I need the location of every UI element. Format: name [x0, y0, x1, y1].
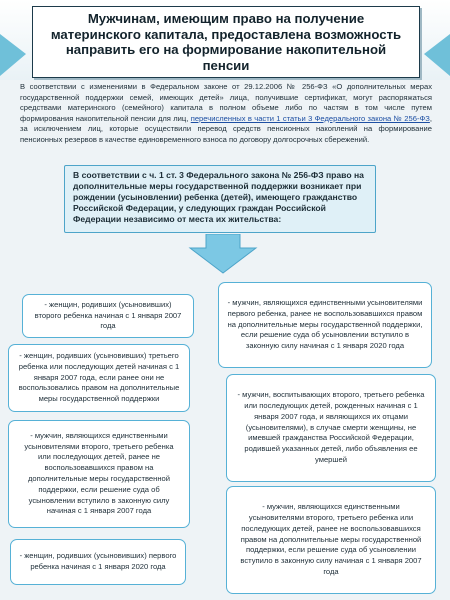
intro-paragraph	[20, 82, 432, 146]
title-box	[32, 6, 420, 78]
eligibility-card-men-fathers	[226, 374, 436, 482]
down-arrow-icon	[188, 234, 258, 274]
card-text: - женщин, родивших (усыновивших) второго ребенка начиная с 1 января 2007 года	[34, 299, 182, 331]
card-text: - мужчин, воспитывающих второго, третьего ребенка или последующих детей, рожденных начиная с 1 января 2007 года, и являющихся их отцами (усыновителями), в случае смерти женщины, не имевшей гражданства Российской Федерации, родившей указанных детей, либо объявления ее умершей	[237, 390, 425, 464]
card-text: - мужчин, являющихся единственными усыновителями первого ребенка, ранее не воспользовавшихся правом на дополнительные меры государственной поддержки, если решение суда об усыновлении вступило в законную силу начиная с 1 января 2020 года	[227, 298, 423, 351]
eligibility-card-women-first-child	[10, 539, 186, 585]
intro-text-end: , за исключением лиц, которые осуществили перевод средств пенсионных накоплений на формирование пенсионных резервов в качестве единовременного взноса по договору долгосрочных сбережений.	[20, 113, 432, 144]
eligibility-card-men-adopters-second-child-right	[226, 486, 436, 594]
central-statement-text: В соответствии с ч. 1 ст. 3 Федерального закона № 256-ФЗ право на дополнительные меры государственной поддержки возникает при рождении (усыновлении) ребенка (детей), имеющего гражданство Российской Федерации, у следующих граждан Российской Федерации независимо от места их жительства:	[73, 170, 364, 224]
intro-text-start: В соответствии с изменениями в Федеральном законе от 29.12.2006 № 256-ФЗ «О дополнительных мерах государственной поддержки семей, имеющих детей» лица, получившие сертификат, могут распоряжаться средствами материнского (семейного) капитала в полном объеме либо по частям в том числе путем формирования накопительной пенсии для лиц,	[20, 82, 432, 123]
page-title: Мужчинам, имеющим право на получение материнского капитала, предоставлена возможность направить его на формирование накопительной пенсии	[50, 11, 402, 73]
card-text: - мужчин, являющихся единственными усыновителями второго, третьего ребенка или последующих детей, ранее не воспользовавшихся правом на дополнительные меры государственной поддержки, если решение суда об усыновлении вступило в законную силу начиная с 1 января 2007 года	[240, 502, 422, 576]
eligibility-card-women-second-child	[22, 294, 194, 338]
right-decorative-arrow	[424, 34, 450, 76]
central-statement-box	[64, 165, 376, 233]
eligibility-card-men-adopters-second-child	[8, 420, 190, 528]
eligibility-card-women-third-child	[8, 344, 190, 412]
card-text: - мужчин, являющихся единственными усыновителями второго, третьего ребенка или последующих детей, ранее не воспользовавшихся правом на дополнительные меры государственной поддержки, если решение суда об усыновлении вступило в законную силу начиная с 1 января 2007 года	[24, 430, 174, 516]
left-decorative-arrow	[0, 34, 26, 76]
eligibility-card-men-adopters-first-child	[218, 282, 432, 368]
card-text: - женщин, родивших (усыновивших) первого ребенка начиная с 1 января 2020 года	[19, 551, 177, 571]
card-text: - женщин, родивших (усыновивших) третьего ребенка или последующих детей начиная с 1 января 2007 года, если ранее они не воспользовались правом на дополнительные меры государственной поддержки	[18, 351, 180, 404]
law-reference-link[interactable]: перечисленных в части 1 статьи 3 Федерального закона № 256-ФЗ	[190, 113, 430, 123]
